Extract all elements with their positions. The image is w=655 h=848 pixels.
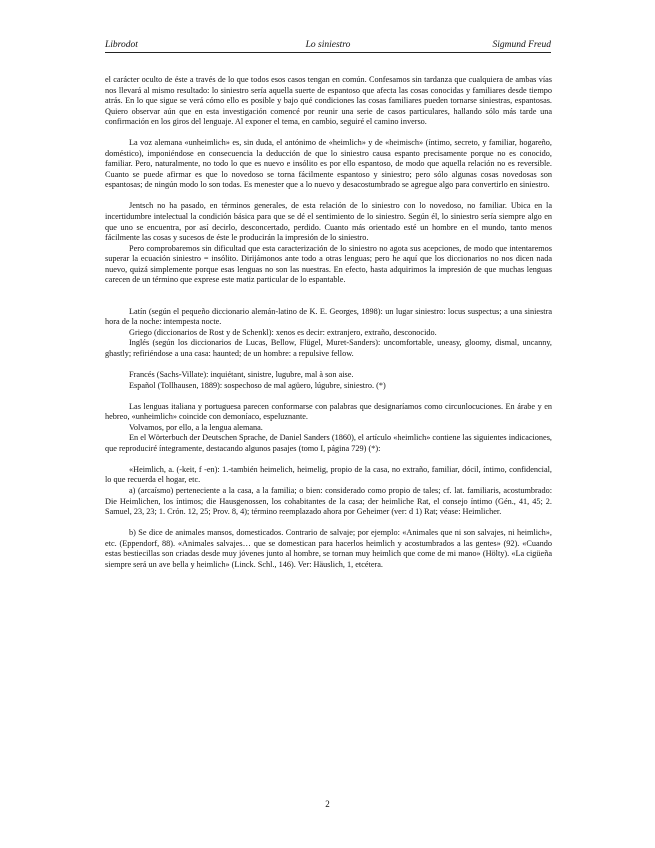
page-header <box>105 38 551 53</box>
paragraph: Jentsch no ha pasado, en términos generales, de esta relación de lo siniestro con lo novedoso, no familiar. Ubica en la incertidumbre intelectual la condición básica para que se dé el sentimiento de lo siniestro. Según él, lo siniestro sería siempre algo en que uno se encuentra, por así decirlo, desconcertado, perdido. Cuanto más orientado esté un hombre en el mundo, tanto menos fácilmente las cosas y sucesos de éste le producirán la impresión de lo siniestro. <box>105 201 552 243</box>
dictionary-quote: b) Se dice de animales mansos, domesticados. Contrario de salvaje; por ejemplo: «Animales que ni son salvajes, ni heimlich», etc. (Eppendorf, 88). «Animales salvajes… que se domestican para hacerlos heimlich y acostumbrados a las gentes» (92). «Cuando estas bestiecillas son criadas desde muy jóvenes junto al hombre, se tornan muy heimlich que come de mi mano» (Hölty). «La cigüeña siempre será un ave bella y heimlich» (Linck. Schl., 146). Ver: Häuslich, 1, etcétera. <box>105 528 552 569</box>
dictionary-entry: Latín (según el pequeño diccionario alemán-latino de K. E. Georges, 1898): un lugar siniestro: locus suspectus; a una siniestra hora de la noche: intempesta nocte. <box>105 306 552 327</box>
dictionary-quote: «Heimlich, a. (-keit, f -en): 1.-también heimelich, heimelig, propio de la casa, no extraño, familiar, dócil, íntimo, confidencial, lo que recuerda el hogar, etc. <box>105 464 552 485</box>
paragraph: En el Wörterbuch der Deutschen Sprache, de Daniel Sanders (1860), el artículo «heimlich» contiene las siguientes indicaciones, que reproduciré íntegramente, destacando algunos pasajes (tomo I, página 729) (*): <box>105 433 552 453</box>
dictionary-entry: Inglés (según los diccionarios de Lucas, Bellow, Flügel, Muret-Sanders): uncomfortable, uneasy, gloomy, dismal, uncanny, ghastly; refiriéndose a una casa: haunted; de un hombre: a repulsive fellow. <box>105 338 552 359</box>
document-body <box>105 75 552 570</box>
dictionary-entry: Español (Tollhausen, 1889): sospechoso de mal agüero, lúgubre, siniestro. (*) <box>129 380 386 390</box>
paragraph: el carácter oculto de éste a través de lo que todos esos casos tengan en común. Confesamos sin tardanza que cualquiera de ambas vías nos llevará al mismo resultado: lo siniestro sería aquella suerte de espantoso que afecta las cosas conocidas y familiares desde tiempo atrás. En lo que sigue se verá cómo ello es posible y bajo qué condiciones las cosas familiares pueden tornarse siniestras, espantosas. Quiero observar aún que en esta investigación comencé por reunir una serie de casos particulares, hallando sólo más tarde una confirmación en los giros del lenguaje. Al exponer el tema, en cambio, seguiré el camino inverso. <box>105 75 552 127</box>
header-author: Sigmund Freud <box>492 40 551 50</box>
dictionary-entry: Griego (diccionarios de Rost y de Schenkl): xenos es decir: extranjero, extraño, desconocido. <box>129 327 437 337</box>
paragraph: Las lenguas italiana y portuguesa parecen conformarse con palabras que designaríamos como circunlocuciones. En árabe y en hebreo, «unheimlich» coincide con demoníaco, espeluznante. <box>105 401 552 422</box>
paragraph: La voz alemana «unheimlich» es, sin duda, el antónimo de «heimlich» y de «heimisch» (íntimo, secreto, y familiar, hogareño, doméstico), imponiéndose en consecuencia la deducción de que lo siniestro causa espanto precisamente porque no es conocido, familiar. Pero, naturalmente, no todo lo que es nuevo e insólito es por ello espantoso, de modo que aquella relación no es reversible. Cuanto se puede afirmar es que lo novedoso se torna fácilmente espantoso y siniestro; pero sólo algunas cosas novedosas son espantosas; de ningún modo lo son todas. Es menester que a lo nuevo y desacostumbrado se agregue algo para convertirlo en siniestro. <box>105 138 552 190</box>
dictionary-quote: a) (arcaísmo) perteneciente a la casa, a la familia; o bien: considerado como propio de tales; cf. lat. familiaris, acostumbrado: Die Heimlichen, los íntimos; die Hausgenossen, los cohabitantes de la casa; der heimliche Rat, el consejo íntimo (Gén., 41, 45; 2. Samuel, 23, 23; 1. Crón. 12, 25; Prov. 8, 4); término reemplazado ahora por Geheimer (ver: d 1) Rat; véase: Heimlicher. <box>105 486 552 517</box>
paragraph: Pero comprobaremos sin dificultad que esta caracterización de lo siniestro no agota sus acepciones, de modo que intentaremos superar la ecuación siniestro = insólito. Dirijámonos ante todo a otras lenguas; pero he aquí que los diccionarios no nos dicen nada nuevo, quizá simplemente porque esas lenguas no son las nuestras. En efecto, hasta adquirimos la impresión de que muchas lenguas carecen de un término que exprese este matiz particular de lo espantable. <box>105 243 552 285</box>
header-source: Librodot <box>105 40 138 50</box>
header-title: Lo siniestro <box>305 40 351 50</box>
dictionary-entry: Francés (Sachs-Villate): inquiétant, sinistre, lugubre, mal à son aise. <box>129 370 354 380</box>
page-number: 2 <box>325 799 330 809</box>
paragraph: Volvamos, por ello, a la lengua alemana. <box>129 422 263 432</box>
